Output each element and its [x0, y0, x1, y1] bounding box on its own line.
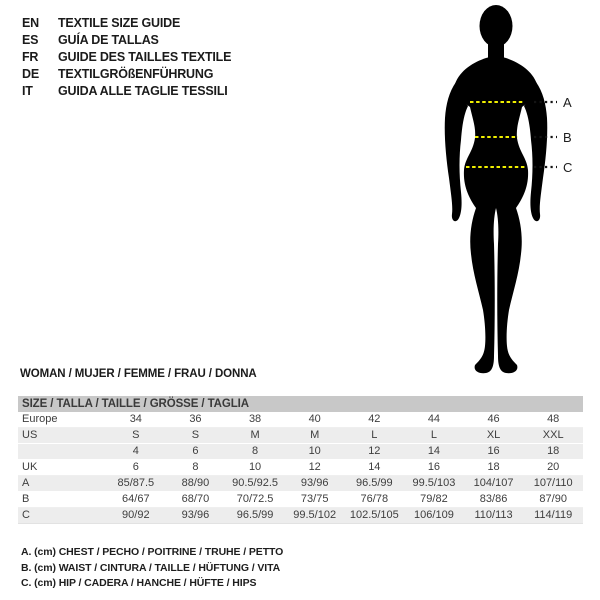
- language-code: DE: [22, 66, 39, 81]
- size-table-header: SIZE / TALLA / TAILLE / GRÖSSE / TAGLIA: [18, 396, 583, 412]
- marker-label-b: B: [563, 130, 572, 145]
- language-code: ES: [22, 32, 39, 47]
- size-cell: XXL: [542, 429, 564, 441]
- size-cell: 73/75: [300, 493, 329, 505]
- silhouette-left-arm: [445, 82, 468, 221]
- size-cell: 12: [368, 445, 381, 457]
- size-cell: 90.5/92.5: [232, 477, 278, 489]
- woman-silhouette-icon: [430, 0, 600, 385]
- language-code: FR: [22, 49, 39, 64]
- size-cell: 85/87.5: [117, 477, 155, 489]
- language-row: [22, 48, 231, 65]
- size-cell: 8: [192, 461, 199, 473]
- size-cell: 96.5/99: [236, 509, 274, 521]
- size-row-label: A: [22, 477, 30, 489]
- size-cell: 114/119: [534, 509, 573, 521]
- size-cell: S: [191, 429, 200, 441]
- size-cell: 20: [547, 461, 560, 473]
- size-cell: 110/113: [474, 509, 513, 521]
- size-cell: 76/78: [360, 493, 389, 505]
- gender-heading: WOMAN / MUJER / FEMME / FRAU / DONNA: [20, 368, 257, 380]
- size-cell: 93/96: [300, 477, 329, 489]
- size-cell: M: [310, 429, 320, 441]
- size-cell: 12: [308, 461, 321, 473]
- size-cell: 96.5/99: [355, 477, 393, 489]
- size-row-label: Europe: [22, 413, 58, 425]
- size-table-row: [18, 412, 583, 428]
- size-cell: 64/67: [122, 493, 150, 505]
- size-table-row: [18, 476, 583, 492]
- size-cell: 99.5/103: [412, 477, 456, 489]
- size-cell: 104/107: [473, 477, 514, 489]
- language-label: GUÍA DE TALLAS: [58, 32, 159, 47]
- silhouette-body: [455, 57, 537, 374]
- language-label: TEXTILGRÖßENFÜHRUNG: [58, 66, 214, 81]
- size-cell: 16: [427, 461, 441, 473]
- size-cell: 48: [547, 413, 560, 425]
- size-cell: 36: [189, 413, 202, 425]
- size-cell: 6: [192, 445, 199, 457]
- size-cell: 88/90: [181, 477, 210, 489]
- size-cell: S: [132, 429, 140, 441]
- size-row-label: US: [22, 429, 38, 441]
- size-cell: XL: [486, 429, 501, 441]
- size-table: [18, 396, 583, 524]
- size-cell: 102.5/105: [349, 509, 399, 521]
- measurement-legend: [21, 545, 283, 592]
- size-cell: L: [430, 429, 437, 441]
- size-cell: L: [371, 429, 378, 441]
- size-cell: 10: [308, 445, 321, 457]
- size-table-row: [18, 460, 583, 476]
- size-cell: 70/72.5: [236, 493, 274, 505]
- language-row: [22, 31, 231, 48]
- size-cell: 40: [308, 413, 321, 425]
- legend-chest: A. (cm) CHEST / PECHO / POITRINE / TRUHE / PETTO: [21, 546, 284, 558]
- language-code: EN: [22, 15, 39, 30]
- language-label: TEXTILE SIZE GUIDE: [58, 15, 181, 30]
- size-cell: 46: [487, 413, 500, 425]
- size-row-label: [18, 444, 106, 460]
- size-table-row: [18, 444, 583, 460]
- size-table-grid: [18, 412, 583, 524]
- legend-waist: B. (cm) WAIST / CINTURA / TAILLE / HÜFTUNG / VITA: [21, 561, 281, 574]
- size-table-row: [18, 428, 583, 444]
- size-cell: 10: [248, 461, 262, 473]
- size-cell: 87/90: [539, 493, 567, 505]
- size-cell: 44: [427, 413, 441, 425]
- language-code: IT: [22, 83, 33, 98]
- size-cell: 18: [547, 445, 560, 457]
- size-cell: 16: [487, 445, 500, 457]
- size-cell: 68/70: [181, 493, 210, 505]
- woman-measurement-figure: [430, 0, 600, 385]
- size-cell: 14: [427, 445, 441, 457]
- legend-hip: C. (cm) HIP / CADERA / HANCHE / HÜFTE / HIPS: [21, 577, 257, 590]
- language-label: GUIDA ALLE TAGLIE TESSILI: [58, 83, 228, 98]
- size-cell: 83/86: [479, 493, 508, 505]
- size-cell: 99.5/102: [293, 509, 337, 521]
- size-row-label: UK: [22, 461, 38, 473]
- language-row: [22, 82, 231, 99]
- language-row: [22, 14, 231, 31]
- size-cell: 6: [132, 461, 139, 473]
- language-list: [22, 14, 231, 99]
- size-cell: 8: [252, 445, 259, 457]
- size-cell: 18: [487, 461, 500, 473]
- size-row-label: B: [22, 493, 30, 505]
- size-cell: 79/82: [420, 493, 448, 505]
- language-row: [22, 65, 231, 82]
- size-table-body: [18, 412, 583, 524]
- size-cell: M: [250, 429, 260, 441]
- size-table-row: [18, 508, 583, 524]
- size-cell: 34: [129, 413, 142, 425]
- size-cell: 90/92: [122, 509, 150, 521]
- size-cell: 107/110: [533, 477, 573, 489]
- size-row-label: C: [22, 509, 30, 521]
- size-cell: 106/109: [414, 509, 454, 521]
- size-cell: 4: [132, 445, 139, 457]
- size-cell: 38: [248, 413, 262, 425]
- size-cell: 14: [368, 461, 381, 473]
- marker-label-a: A: [563, 95, 572, 110]
- size-cell: 42: [368, 413, 381, 425]
- language-label: GUIDE DES TAILLES TEXTILE: [58, 49, 232, 64]
- size-cell: 93/96: [181, 509, 210, 521]
- size-table-row: [18, 492, 583, 508]
- marker-label-c: C: [563, 160, 573, 175]
